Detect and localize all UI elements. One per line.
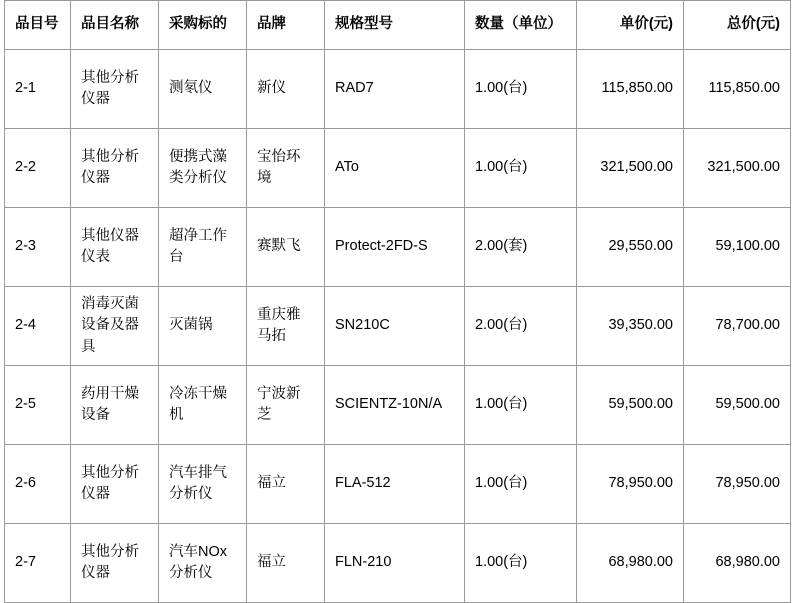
cell-item-no: 2-1 [5,50,71,129]
cell-model: FLA-512 [325,445,465,524]
header-total-price: 总价(元) [684,1,791,50]
cell-total-price: 59,500.00 [684,366,791,445]
cell-item-no: 2-7 [5,524,71,603]
cell-unit-price: 321,500.00 [577,129,684,208]
cell-procurement-target: 测氡仪 [159,50,247,129]
cell-quantity: 1.00(台) [465,129,577,208]
header-quantity: 数量（单位） [465,1,577,50]
cell-model: RAD7 [325,50,465,129]
cell-brand: 宁波新芝 [247,366,325,445]
cell-total-price: 78,950.00 [684,445,791,524]
cell-brand: 福立 [247,445,325,524]
table-row [5,524,791,603]
cell-item-no: 2-3 [5,208,71,287]
table-body [5,50,791,603]
cell-item-no: 2-4 [5,287,71,366]
cell-quantity: 2.00(台) [465,287,577,366]
procurement-table [4,0,791,603]
cell-quantity: 2.00(套) [465,208,577,287]
cell-unit-price: 29,550.00 [577,208,684,287]
header-row [5,1,791,50]
table-header [5,1,791,50]
header-unit-price: 单价(元) [577,1,684,50]
cell-model: ATo [325,129,465,208]
cell-unit-price: 68,980.00 [577,524,684,603]
cell-quantity: 1.00(台) [465,366,577,445]
cell-unit-price: 39,350.00 [577,287,684,366]
cell-item-no: 2-2 [5,129,71,208]
table-row [5,129,791,208]
cell-quantity: 1.00(台) [465,524,577,603]
table-row [5,287,791,366]
cell-item-name: 其他仪器仪表 [71,208,159,287]
cell-item-name: 其他分析仪器 [71,445,159,524]
cell-model: Protect-2FD-S [325,208,465,287]
cell-procurement-target: 超净工作台 [159,208,247,287]
cell-unit-price: 59,500.00 [577,366,684,445]
cell-total-price: 59,100.00 [684,208,791,287]
header-procurement-target: 采购标的 [159,1,247,50]
cell-item-name: 药用干燥设备 [71,366,159,445]
cell-total-price: 78,700.00 [684,287,791,366]
cell-unit-price: 78,950.00 [577,445,684,524]
cell-procurement-target: 汽车NOx分析仪 [159,524,247,603]
cell-brand: 赛默飞 [247,208,325,287]
header-item-name: 品目名称 [71,1,159,50]
table-row [5,208,791,287]
cell-quantity: 1.00(台) [465,445,577,524]
cell-total-price: 321,500.00 [684,129,791,208]
cell-model: FLN-210 [325,524,465,603]
cell-unit-price: 115,850.00 [577,50,684,129]
cell-item-name: 其他分析仪器 [71,129,159,208]
cell-item-name: 其他分析仪器 [71,50,159,129]
cell-brand: 新仪 [247,50,325,129]
cell-total-price: 115,850.00 [684,50,791,129]
cell-item-name: 消毒灭菌设备及器具 [71,287,159,366]
cell-item-no: 2-5 [5,366,71,445]
header-item-no: 品目号 [5,1,71,50]
cell-item-name: 其他分析仪器 [71,524,159,603]
table-row [5,445,791,524]
header-brand: 品牌 [247,1,325,50]
table-row [5,366,791,445]
cell-procurement-target: 灭菌锅 [159,287,247,366]
cell-item-no: 2-6 [5,445,71,524]
cell-brand: 重庆雅马拓 [247,287,325,366]
table-row [5,50,791,129]
header-model: 规格型号 [325,1,465,50]
cell-model: SCIENTZ-10N/A [325,366,465,445]
cell-procurement-target: 汽车排气分析仪 [159,445,247,524]
cell-procurement-target: 便携式藻类分析仪 [159,129,247,208]
cell-procurement-target: 冷冻干燥机 [159,366,247,445]
cell-brand: 宝怡环境 [247,129,325,208]
cell-brand: 福立 [247,524,325,603]
cell-model: SN210C [325,287,465,366]
cell-quantity: 1.00(台) [465,50,577,129]
cell-total-price: 68,980.00 [684,524,791,603]
